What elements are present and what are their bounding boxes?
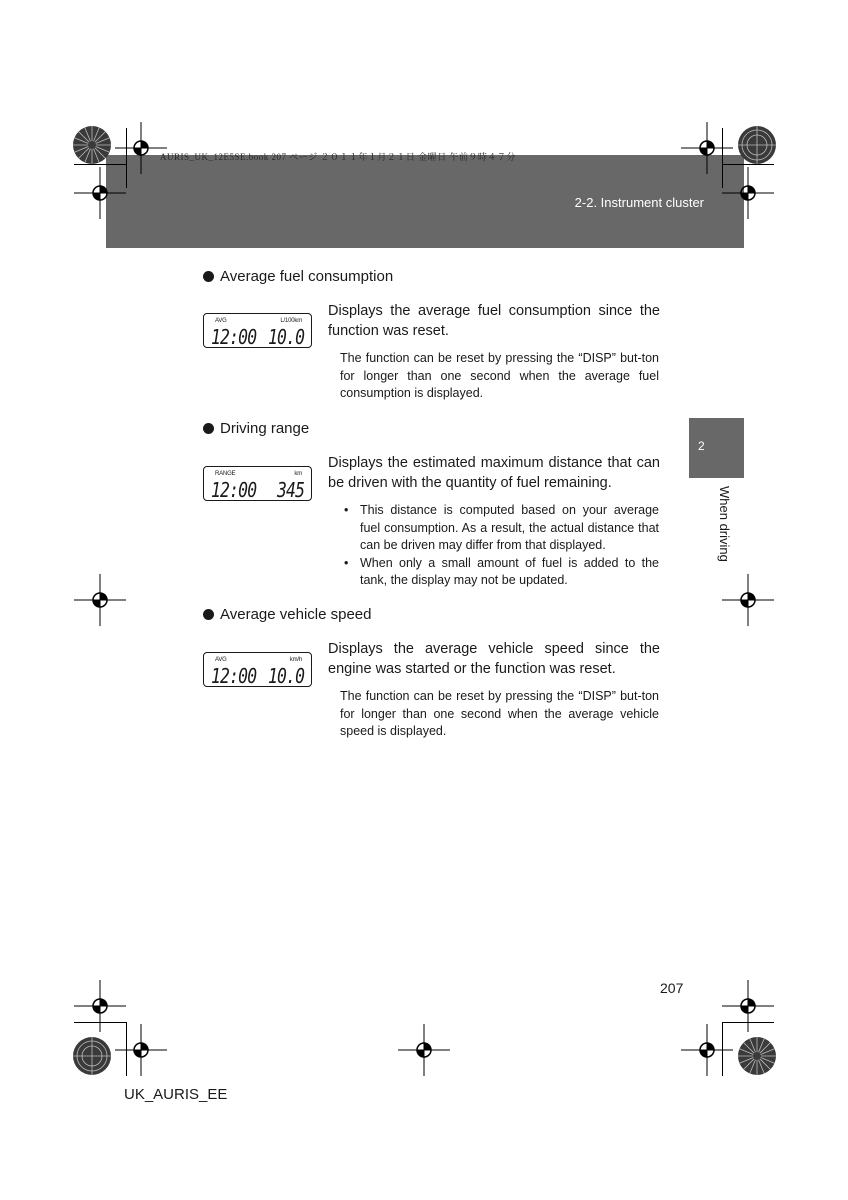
sunburst-mark-icon — [737, 125, 777, 165]
item-bullet-list — [340, 502, 659, 590]
lcd-display — [203, 313, 312, 348]
registration-mark-icon — [115, 1024, 167, 1076]
display-value-right: 10.0 — [267, 664, 304, 688]
chapter-label: When driving — [717, 486, 732, 562]
display-label-right: L/100km — [280, 318, 302, 324]
list-item: • When only a small amount of fuel is added to the tank, the display may not be updated. — [340, 555, 659, 590]
display-value-left: 12:00 — [211, 664, 257, 688]
item-description: Displays the average vehicle speed since the engine was started or the function was reset. — [328, 641, 660, 677]
registration-mark-icon — [74, 574, 126, 626]
item-description: Displays the average fuel consumption since the function was reset. — [328, 303, 660, 339]
document-code: UK_AURIS_EE — [124, 1086, 228, 1103]
page-number: 207 — [660, 980, 684, 996]
bullet-dot-icon — [203, 271, 214, 282]
item-heading-text: Driving range — [220, 420, 310, 437]
display-label-left: AVG — [215, 318, 227, 324]
registration-mark-icon — [681, 1024, 733, 1076]
sunburst-mark-icon — [72, 1036, 112, 1076]
display-value-right: 10.0 — [267, 325, 304, 349]
item-heading — [203, 606, 372, 623]
registration-mark-icon — [74, 167, 126, 219]
item-heading — [203, 420, 309, 437]
bullet-dot-icon — [203, 423, 214, 434]
print-info: AURIS_UK_12E5SE.book 207 ページ ２０１１年１月２１日 金曜日 午前９時４７分 — [160, 152, 516, 162]
item-heading-text: Average fuel consumption — [220, 268, 394, 285]
display-label-left: AVG — [215, 657, 227, 663]
item-heading — [203, 268, 393, 285]
registration-mark-icon — [722, 167, 774, 219]
item-description: Displays the estimated maximum distance that can be driven with the quantity of fuel remaining. — [328, 455, 660, 491]
display-value-left: 12:00 — [211, 478, 257, 502]
display-label-right: km/h — [289, 657, 302, 663]
list-item: • This distance is computed based on your average fuel consumption. As a result, the actual distance that can be driven may differ from that displayed. — [340, 502, 659, 555]
display-label-left: RANGE — [215, 471, 236, 477]
registration-mark-icon — [722, 574, 774, 626]
lcd-display — [203, 466, 312, 501]
sunburst-mark-icon — [72, 125, 112, 165]
chapter-number: 2 — [698, 439, 705, 453]
bullet-dot-icon — [203, 609, 214, 620]
item-note: The function can be reset by pressing the “DISP” but-ton for longer than one second when the average vehicle speed is displayed. — [340, 689, 659, 738]
display-value-left: 12:00 — [211, 325, 257, 349]
display-label-right: km — [294, 471, 302, 477]
section-title: 2-2. Instrument cluster — [574, 195, 704, 210]
item-note: The function can be reset by pressing the “DISP” but-ton for longer than one second when the average fuel consumption is displayed. — [340, 351, 659, 400]
registration-mark-icon — [398, 1024, 450, 1076]
item-heading-text: Average vehicle speed — [220, 606, 372, 623]
sunburst-mark-icon — [737, 1036, 777, 1076]
display-value-right: 345 — [276, 478, 304, 502]
lcd-display — [203, 652, 312, 687]
